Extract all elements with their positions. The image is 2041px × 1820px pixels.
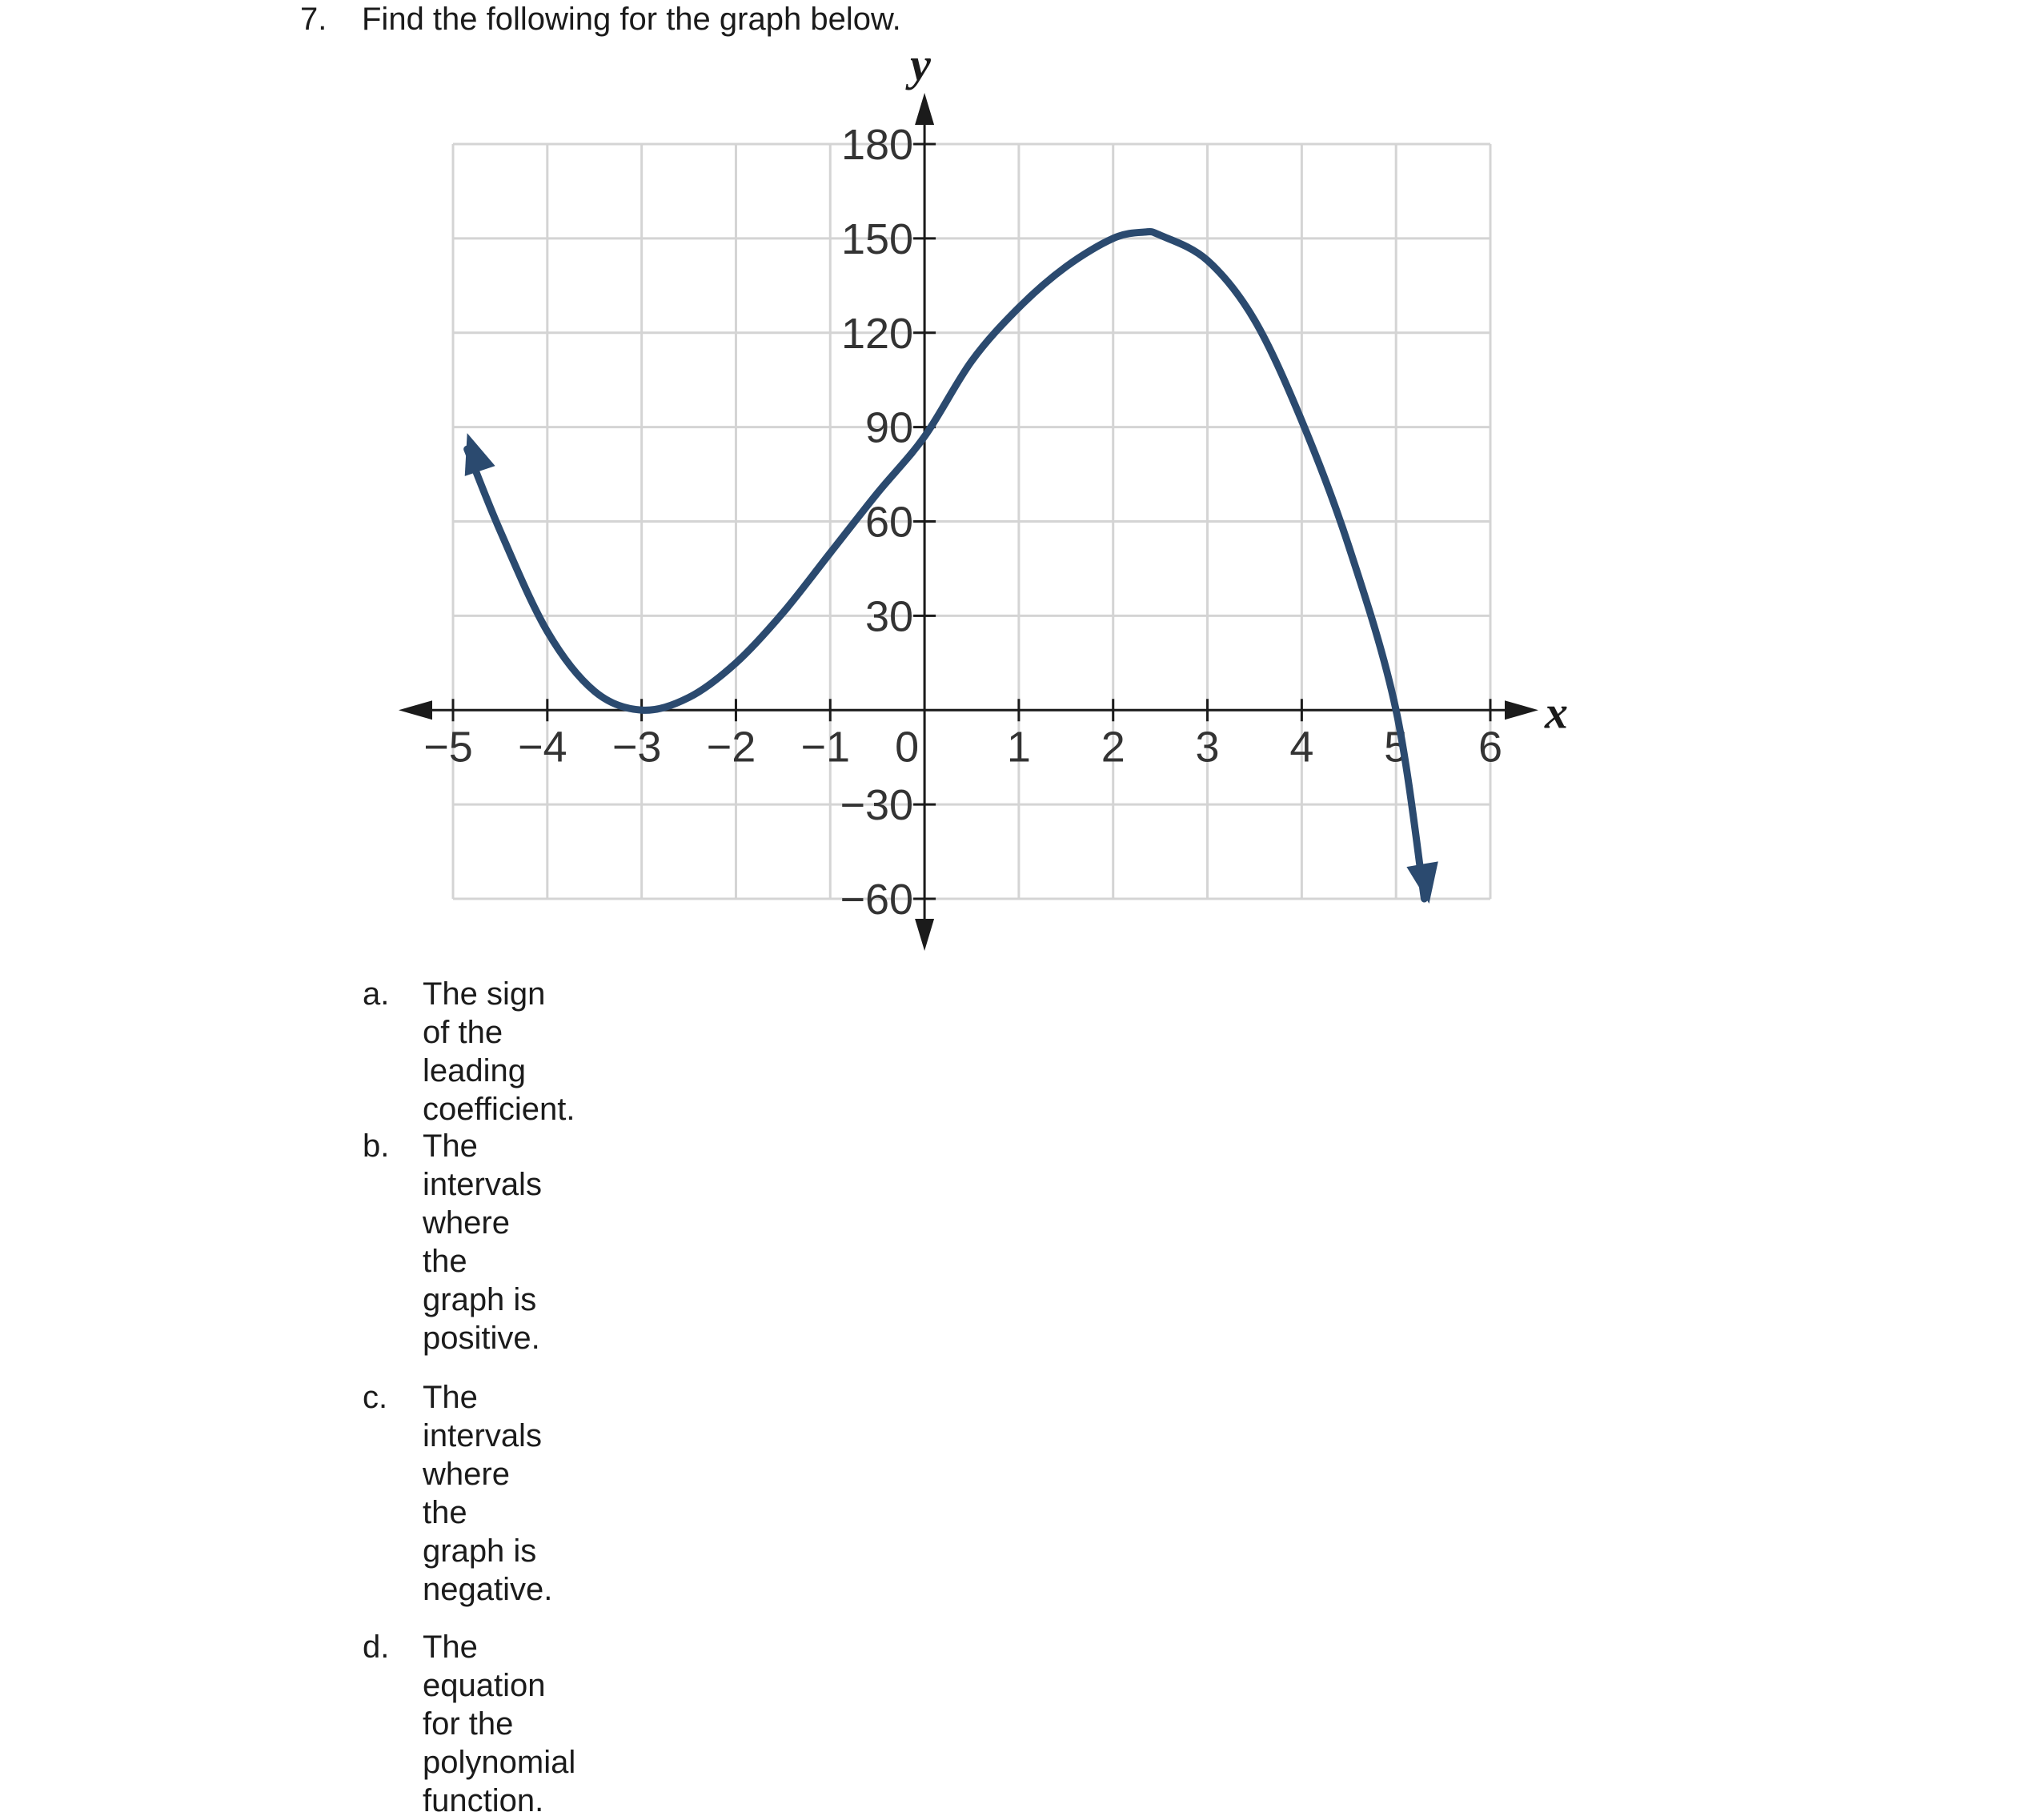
x-axis-left-arrow (399, 700, 432, 720)
axes (399, 38, 1568, 951)
x-tick-label: 0 (895, 723, 920, 772)
y-axis-up-arrow (915, 93, 934, 125)
y-tick-label: 60 (865, 498, 914, 547)
item-text: The intervals where the graph is negative. (423, 1380, 553, 1607)
y-tick-label: 150 (840, 214, 914, 263)
item-letter: a. (363, 976, 390, 1012)
x-tick-label: 6 (1478, 723, 1503, 772)
item-text: The equation for the polynomial function. (423, 1630, 576, 1818)
grid (453, 144, 1490, 899)
x-axis-right-arrow (1505, 700, 1538, 720)
x-tick-label: −3 (611, 723, 662, 772)
y-tick-label: 30 (865, 592, 914, 641)
item-text: The sign of the leading coefficient. (423, 976, 575, 1127)
x-tick-label: 4 (1289, 723, 1314, 772)
curve-left-arrow (465, 433, 495, 476)
question-number: 7. (300, 2, 327, 37)
item-letter: b. (363, 1128, 390, 1164)
x-tick-label: 3 (1195, 723, 1220, 772)
x-tick-label: 1 (1006, 723, 1031, 772)
x-tick-label: −2 (706, 723, 756, 772)
y-tick-label: 90 (865, 403, 914, 452)
item-letter: d. (363, 1630, 390, 1665)
y-axis-label: y (910, 38, 931, 90)
x-tick-label: −4 (518, 723, 567, 772)
question-prompt: Find the following for the graph below. (362, 2, 901, 37)
x-tick-label: −1 (800, 723, 851, 772)
x-tick-label: 2 (1101, 723, 1125, 772)
y-axis-down-arrow (915, 919, 934, 951)
y-tick-label: 180 (840, 121, 914, 169)
y-tick-label: −30 (840, 781, 914, 830)
x-axis-label: x (1545, 686, 1568, 739)
item-text: The intervals where the graph is positive. (423, 1128, 542, 1356)
x-tick-label: −5 (423, 723, 473, 772)
y-tick-label: 120 (840, 309, 914, 358)
item-letter: c. (363, 1380, 388, 1415)
y-tick-label: −60 (840, 876, 914, 924)
x-tick-label: 5 (1384, 723, 1409, 772)
